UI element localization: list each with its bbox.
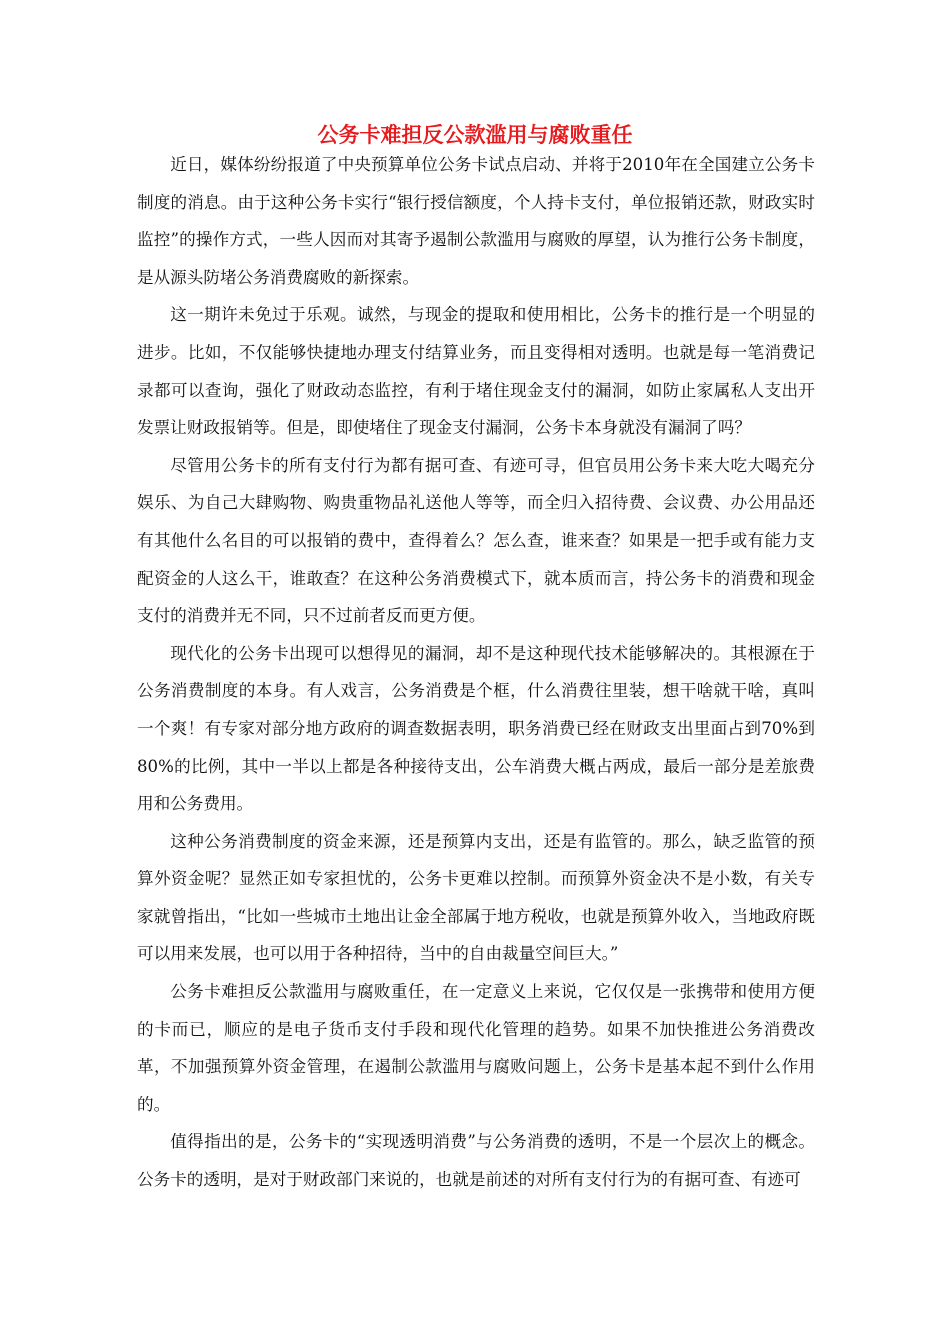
paragraph-1: 近日，媒体纷纷报道了中央预算单位公务卡试点启动、并将于2010年在全国建立公务卡制度的消息。由于这种公务卡实行“银行授信额度，个人持卡支付，单位报销还款，财政实时监控”的操作方式，一些人因而对其寄予遏制公款滥用与腐败的厚望，认为推行公务卡制度，是从源头防堵公务消费腐败的新探索。 — [137, 155, 815, 287]
paragraph-3: 尽管用公务卡的所有支付行为都有据可查、有迹可寻，但官员用公务卡来大吃大喝充分娱乐、为自己大肆购物、购贵重物品礼送他人等等，而全归入招待费、会议费、办公用品还有其他什么名目的可以报销的费中，查得着么？怎么查，谁来查？如果是一把手或有能力支配资金的人这么干，谁敢查？在这种公务消费模式下，就本质而言，持公务卡的消费和现金支付的消费并无不同，只不过前者反而更方便。 — [137, 455, 815, 626]
paragraph-4: 现代化的公务卡出现可以想得见的漏洞，却不是这种现代技术能够解决的。其根源在于公务消费制度的本身。有人戏言，公务消费是个框，什么消费往里装，想干啥就干啥，真叫一个爽！有专家对部分地方政府的调查数据表明，职务消费已经在财政支出里面占到70%到80%的比例，其中一半以上都是各种接待支出，公车消费大概占两成，最后一部分是差旅费用和公务费用。 — [137, 643, 815, 814]
document-title: 公务卡难担反公款滥用与腐败重任 — [317, 122, 633, 147]
paragraph-6: 公务卡难担反公款滥用与腐败重任，在一定意义上来说，它仅仅是一张携带和使用方便的卡而已，顺应的是电子货币支付手段和现代化管理的趋势。如果不加快推进公务消费改革，不加强预算外资金管理，在遏制公款滥用与腐败问题上，公务卡是基本起不到什么作用的。 — [137, 982, 815, 1114]
paragraph-5: 这种公务消费制度的资金来源，还是预算内支出，还是有监管的。那么，缺乏监管的预算外资金呢？显然正如专家担忧的，公务卡更难以控制。而预算外资金决不是小数，有关专家就曾指出，“比如一些城市土地出让金全部属于地方税收，也就是预算外收入，当地政府既可以用来发展，也可以用于各种招待，当中的自由裁量空间巨大。” — [137, 831, 815, 964]
document-body — [137, 146, 815, 1199]
paragraph-2: 这一期许未免过于乐观。诚然，与现金的提取和使用相比，公务卡的推行是一个明显的进步。比如，不仅能够快捷地办理支付结算业务，而且变得相对透明。也就是每一笔消费记录都可以查询，强化了财政动态监控，有利于堵住现金支付的漏洞，如防止家属私人支出开发票让财政报销等。但是，即使堵住了现金支付漏洞，公务卡本身就没有漏洞了吗？ — [137, 305, 815, 438]
paragraph-7: 值得指出的是，公务卡的“实现透明消费”与公务消费的透明，不是一个层次上的概念。公务卡的透明，是对于财政部门来说的，也就是前述的对所有支付行为的有据可查、有迹可 — [137, 1132, 815, 1190]
